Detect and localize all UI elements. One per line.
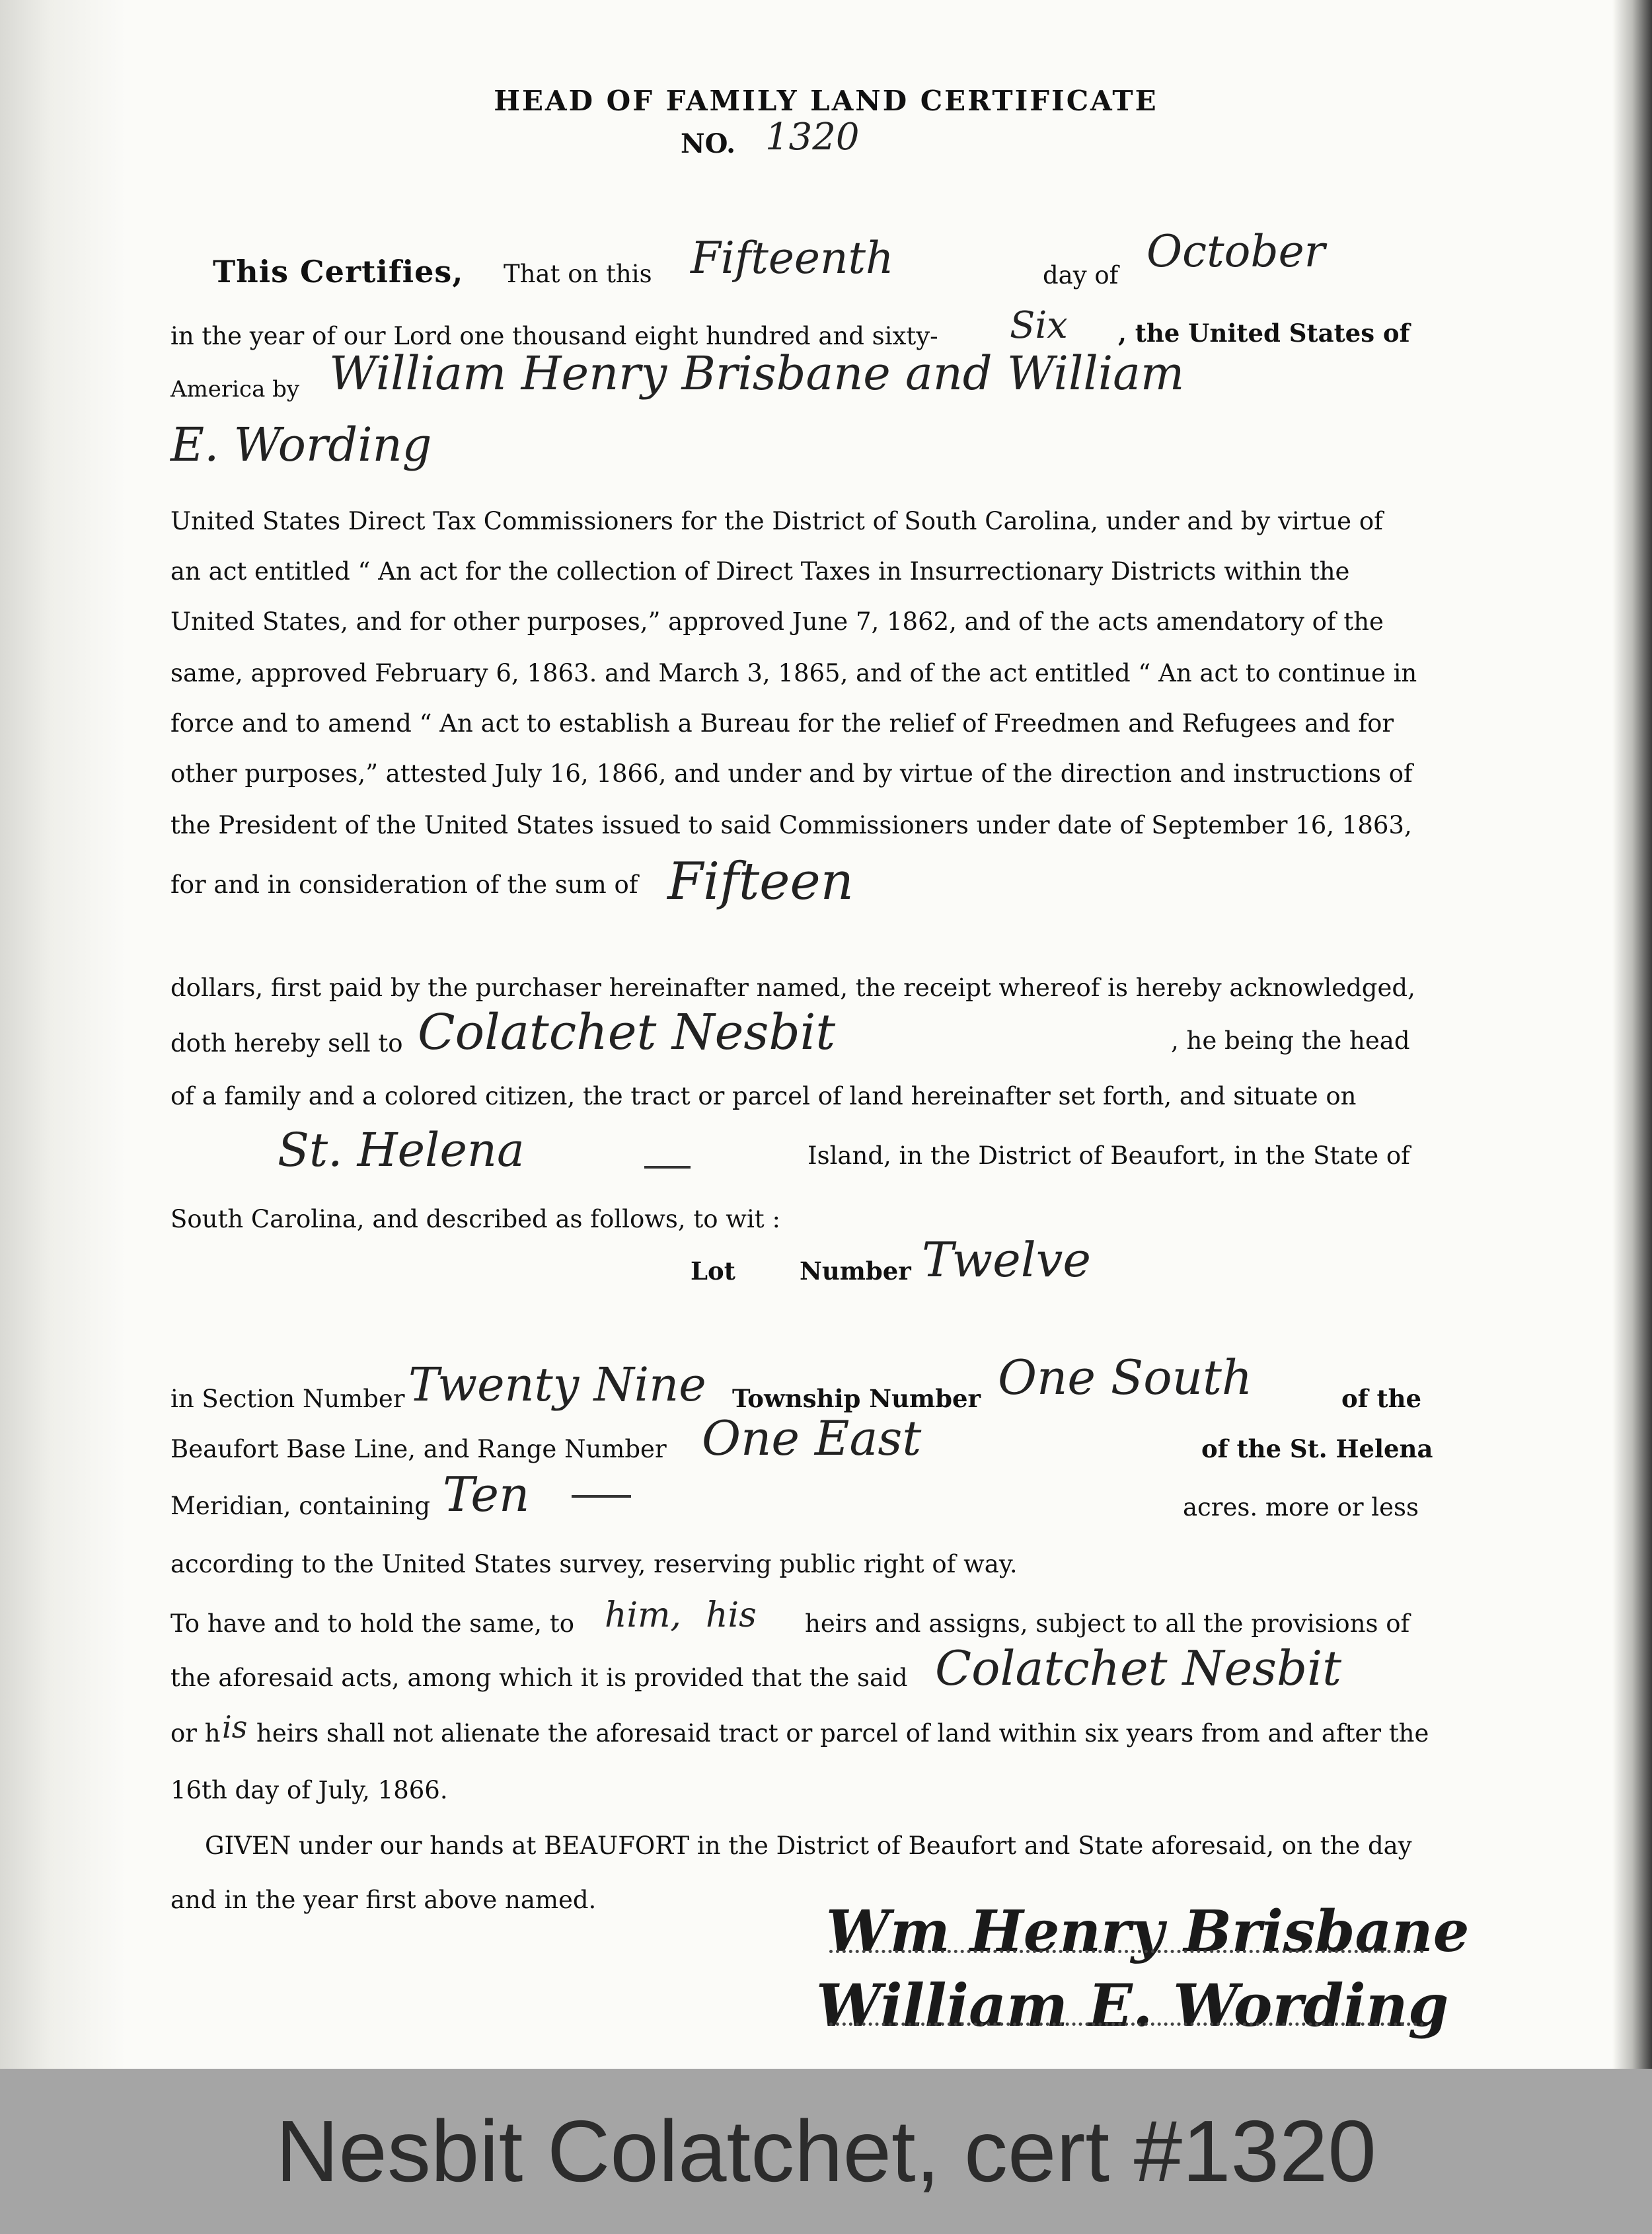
dollars-line: dollars, first paid by the purchaser hereinafter named, the receipt whereof is hereby acknowledged, <box>170 974 1415 1002</box>
line1-text-a: That on this <box>504 260 652 288</box>
line2-text-a: in the year of our Lord one thousand eight hundred and sixty- <box>170 322 938 350</box>
body-line-4: same, approved February 6, 1863. and March 3, 1865, and of the act entitled “ An act to continue in <box>170 659 1417 687</box>
him-value: him, <box>605 1596 681 1635</box>
body-line-7: the President of the United States issued to said Commissioners under date of September 16, 1863, <box>170 811 1412 839</box>
commissioners-line1: William Henry Brisbane and William <box>329 346 1185 401</box>
certifies-heading: This Certifies, <box>213 254 464 289</box>
first-above-line: and in the year first above named. <box>170 1886 597 1914</box>
day-value: Fifteenth <box>691 233 894 284</box>
family-line: of a family and a colored citizen, the tract or parcel of land hereinafter set forth, and situate on <box>170 1082 1357 1110</box>
line2-text-b: , the United States of <box>1118 319 1410 348</box>
lot-number-label: Number <box>800 1256 911 1286</box>
given-line: GIVEN under our hands at BEAUFORT in the District of Beaufort and State aforesaid, on the day <box>205 1831 1412 1860</box>
survey-line: according to the United States survey, reserving public right of way. <box>170 1550 1018 1578</box>
image-caption: Nesbit Colatchet, cert #1320 <box>276 2102 1376 2200</box>
lot-label: Lot <box>691 1256 735 1286</box>
purchaser-repeat: Colatchet Nesbit <box>935 1640 1342 1696</box>
south-carolina-line: South Carolina, and described as follows, to wit : <box>170 1205 780 1233</box>
alienate-line: heirs shall not alienate the aforesaid tract or parcel of land within six years from and after the <box>256 1719 1429 1748</box>
his2-value: is <box>222 1709 248 1745</box>
island-value: St. Helena <box>278 1123 525 1177</box>
certificate-number-value: 1320 <box>765 116 860 159</box>
st-helena-label: of the St. Helena <box>1201 1434 1433 1463</box>
line3-text-a: America by <box>170 376 300 403</box>
his-value: his <box>706 1596 757 1635</box>
sell-label: doth hereby sell to <box>170 1029 403 1058</box>
island-dash <box>644 1166 691 1169</box>
acres-label: acres. more or less <box>1183 1493 1419 1521</box>
range-value: One East <box>702 1410 922 1466</box>
section-value: Twenty Nine <box>408 1358 706 1412</box>
provided-line: the aforesaid acts, among which it is provided that the said <box>170 1664 908 1692</box>
certificate-number-label: NO. <box>681 128 735 159</box>
paper-edge-right <box>1612 0 1652 2069</box>
signature-brisbane: Wm Henry Brisbane <box>826 1898 1470 1965</box>
purchaser-name: Colatchet Nesbit <box>418 1004 836 1061</box>
base-line-label: Beaufort Base Line, and Range Number <box>170 1435 667 1463</box>
commissioners-line2: E. Wording <box>170 418 432 472</box>
body-line-2: an act entitled “ An act for the collection of Direct Taxes in Insurrectionary Districts within the <box>170 557 1350 586</box>
or-h-text: or h <box>170 1719 221 1748</box>
signature-line-1 <box>829 1950 1424 1953</box>
meridian-label: Meridian, containing <box>170 1492 430 1520</box>
year-value: Six <box>1010 304 1068 347</box>
of-the-label: of the <box>1341 1384 1422 1413</box>
township-value: One South <box>998 1350 1253 1405</box>
hold-text-a: To have and to hold the same, to <box>170 1609 574 1638</box>
township-label: Township Number <box>732 1384 981 1413</box>
island-label: Island, in the District of Beaufort, in the State of <box>807 1141 1410 1170</box>
sum-value: Fifteen <box>667 852 854 911</box>
body-line-3: United States, and for other purposes,” approved June 7, 1862, and of the acts amendatory of the <box>170 607 1384 636</box>
body-line-6: other purposes,” attested July 16, 1866, and under and by virtue of the direction and instructions of <box>170 759 1413 788</box>
hold-text-b: heirs and assigns, subject to all the provisions of <box>805 1609 1410 1638</box>
signature-wording: William E. Wording <box>816 1971 1449 2040</box>
month-value: October <box>1146 226 1326 277</box>
head-label: , he being the head <box>1171 1026 1410 1055</box>
acres-dash <box>572 1495 631 1498</box>
section-label: in Section Number <box>170 1385 405 1413</box>
body-line-5: force and to amend “ An act to establish a Bureau for the relief of Freedmen and Refugees and for <box>170 709 1394 738</box>
lot-value: Twelve <box>922 1232 1092 1288</box>
acres-value: Ten <box>443 1467 530 1522</box>
july-line: 16th day of July, 1866. <box>170 1776 448 1804</box>
paper-edge-left <box>0 0 126 2069</box>
signature-line-2 <box>829 2022 1424 2026</box>
line1-text-b: day of <box>1043 261 1119 289</box>
body-line-1: United States Direct Tax Commissioners for the District of South Carolina, under and by virtue of <box>170 507 1383 535</box>
consideration-label: for and in consideration of the sum of <box>170 870 638 899</box>
certificate-title: HEAD OF FAMILY LAND CERTIFICATE <box>494 85 1158 117</box>
